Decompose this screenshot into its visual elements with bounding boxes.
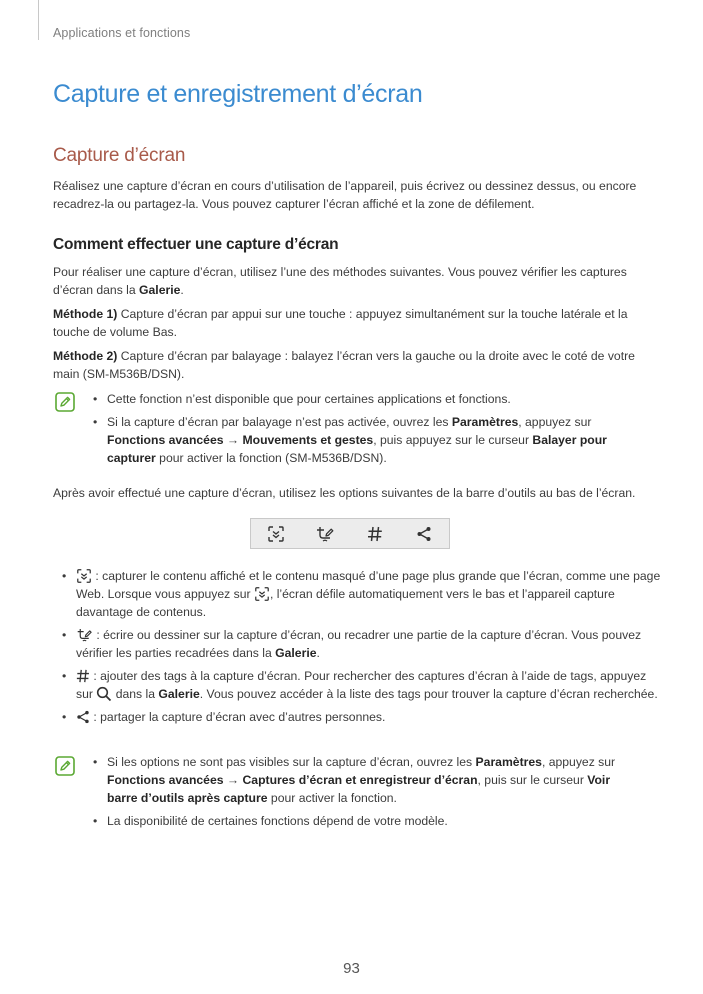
- edit-icon: [76, 627, 93, 643]
- method-1: Méthode 1) Capture d’écran par appui sur une touche : appuyez simultanément sur la touche latérale et la touche de volume Bas.: [53, 307, 628, 339]
- section-header: Applications et fonctions: [53, 26, 191, 40]
- screenshot-toolbar: [250, 518, 450, 549]
- share-icon: [76, 710, 90, 724]
- scroll-capture-icon: [254, 586, 270, 602]
- share-icon: [416, 526, 432, 542]
- note-list-2: [91, 753, 636, 835]
- gallery-link: Galerie: [139, 283, 181, 297]
- note-item: • La disponibilité de certaines fonctions dépend de votre modèle.: [91, 812, 636, 830]
- note-icon: [55, 392, 75, 412]
- tag-button[interactable]: [355, 519, 395, 548]
- intro-paragraph: Réalisez une capture d’écran en cours d’utilisation de l’appareil, puis écrivez ou dessinez dessus, ou encore recadrez-la ou partagez-la. Vous pouvez capturer l’écran affiché et la zone de défilement.: [53, 179, 637, 211]
- hashtag-icon: [76, 669, 90, 683]
- howto-heading: Comment effectuer une capture d’écran: [53, 236, 339, 253]
- search-icon: [96, 686, 112, 702]
- scroll-capture-icon: [76, 568, 92, 584]
- edit-icon: [315, 525, 335, 543]
- note-item: • Si les options ne sont pas visibles sur la capture d’écran, ouvrez les Paramètres, appuyez sur Fonctions avancées → Captures d’écran et enregistreur d’écran, puis sur le curseur Voir barre d’outils après capture pour activer la fonction.: [91, 753, 636, 807]
- hashtag-icon: [367, 526, 383, 542]
- option-tag: • : ajouter des tags à la capture d’écran. Pour rechercher des captures d’écran à l’aide de tags, appuyez sur dans la Galerie. Vous pouvez accéder à la liste des tags pour trouver la capture d’écran recherchée.: [53, 667, 663, 703]
- option-edit: • : écrire ou dessiner sur la capture d’écran, ou recadrer une partie de la capture d’écran. Vous pouvez vérifier les parties recadrées dans la Galerie.: [53, 626, 663, 662]
- page-number: 93: [343, 960, 360, 977]
- edit-button[interactable]: [305, 519, 345, 548]
- page-title: Capture et enregistrement d’écran: [53, 80, 423, 108]
- scroll-capture-icon: [267, 525, 285, 543]
- note-item: • Si la capture d’écran par balayage n’est pas activée, ouvrez les Paramètres, appuyez sur Fonctions avancées → Mouvements et gestes, puis appuyez sur le curseur Balayer pour capturer pour activer la fonction (SM-M536B/DSN).: [91, 413, 651, 467]
- toolbar-options: [53, 567, 663, 731]
- option-scroll-capture: • : capturer le contenu affiché et le contenu masqué d’une page plus grande que l’écran, comme une page Web. Lorsque vous appuyez sur , l’écran défile automatiquement vers le bas et l’appareil capture davantage de contenus.: [53, 567, 663, 621]
- share-button[interactable]: [404, 519, 444, 548]
- howto-paragraph: Pour réaliser une capture d’écran, utilisez l’une des méthodes suivantes. Vous pouvez vérifier les captures d’écran dans la Galerie.: [53, 265, 627, 297]
- note-list-1: [91, 390, 651, 472]
- method-2: Méthode 2) Capture d’écran par balayage : balayez l’écran vers la gauche ou la droite avec le coté de votre main (SM-M536B/DSN).: [53, 349, 635, 381]
- option-share: • : partager la capture d’écran avec d’autres personnes.: [53, 708, 663, 726]
- section-title: Capture d’écran: [53, 145, 186, 166]
- header-divider: [38, 0, 39, 40]
- toolbar-intro: Après avoir effectué une capture d’écran, utilisez les options suivantes de la barre d’outils au bas de l’écran.: [53, 486, 636, 500]
- scroll-capture-button[interactable]: [256, 519, 296, 548]
- note-item: • Cette fonction n’est disponible que pour certaines applications et fonctions.: [91, 390, 651, 408]
- note-icon: [55, 756, 75, 776]
